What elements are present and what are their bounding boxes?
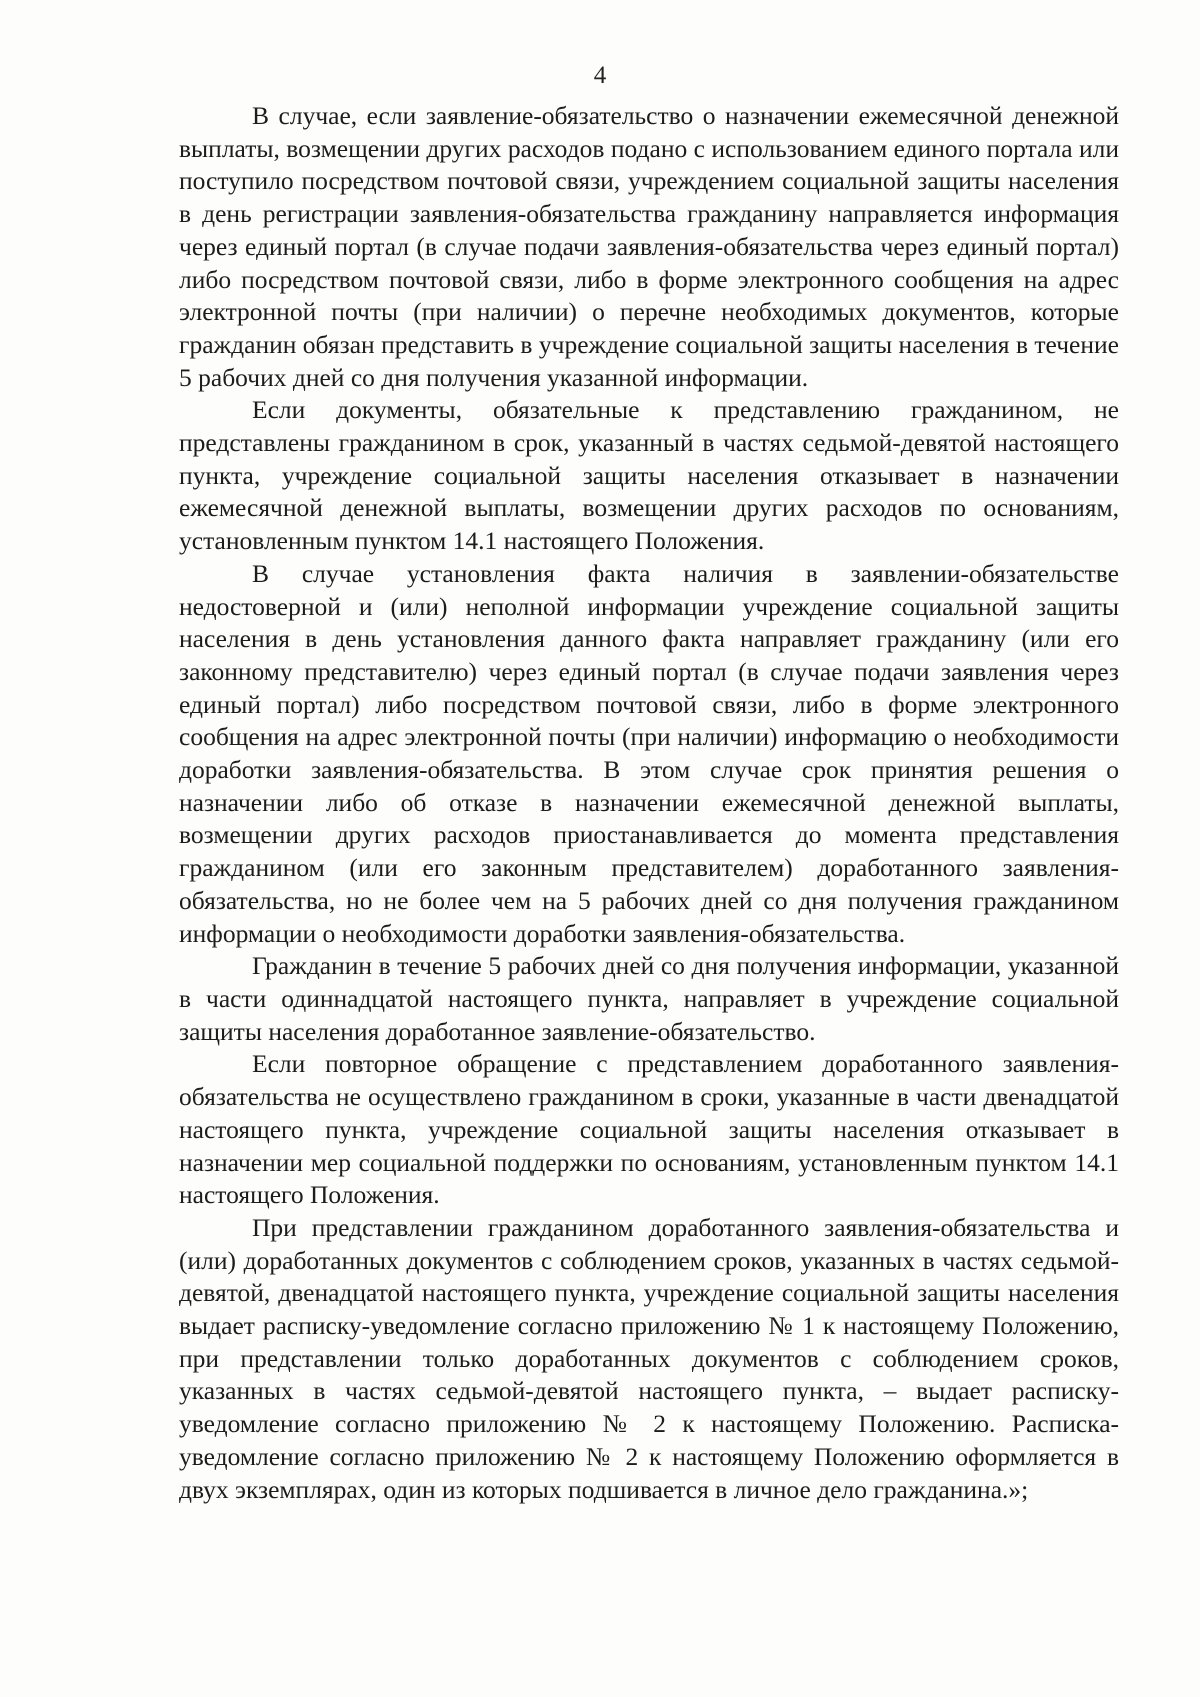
paragraph-5: Если повторное обращение с представлением доработанного заявления-обязательства не осуществлено гражданином в сроки, указанные в части двенадцатой настоящего пункта, учреждение социальной защиты населения отказывает в назначении мер социальной поддержки по основаниям, установленным пунктом 14.1 настоящего Положения. [179, 1049, 1119, 1210]
paragraph-1: В случае, если заявление-обязательство о назначении ежемесячной денежной выплаты, возмещении других расходов подано с использованием единого портала или поступило посредством почтовой связи, учреждением социальной защиты населения в день регистрации заявления-обязательства гражданину направляется информация через единый портал (в случае подачи заявления-обязательства через единый портал) либо посредством почтовой связи, либо в форме электронного сообщения на адрес электронной почты (при наличии) о перечне необходимых документов, которые гражданин обязан представить в учреждение социальной защиты населения в течение 5 рабочих дней со дня получения указанной информации. [179, 101, 1119, 392]
paragraph-3: В случае установления факта наличия в заявлении-обязательстве недостоверной и (или) неполной информации учреждение социальной защиты населения в день установления данного факта направляет гражданину (или его законному представителю) через единый портал (в случае подачи заявления через единый портал) либо посредством почтовой связи, либо в форме электронного сообщения на адрес электронной почты (при наличии) информацию о необходимости доработки заявления-обязательства. В этом случае срок принятия решения о назначении либо об отказе в назначении ежемесячной денежной выплаты, возмещении других расходов приостанавливается до момента представления гражданином (или его законным представителем) доработанного заявления-обязательства, но не более чем на 5 рабочих дней со дня получения гражданином информации о необходимости доработки заявления-обязательства. [179, 558, 1119, 948]
document-body [179, 100, 1119, 1506]
paragraph-6: При представлении гражданином доработанного заявления-обязательства и (или) доработанных документов с соблюдением сроков, указанных в частях седьмой-девятой, двенадцатой настоящего пункта, учреждение социальной защиты населения выдает расписку-уведомление согласно приложению № 1 к настоящему Положению, при представлении только доработанных документов с соблюдением сроков, указанных в частях седьмой-девятой настоящего пункта, – выдает расписку-уведомление согласно приложению № 2 к настоящему Положению. Расписка-уведомление согласно приложению № 2 к настоящему Положению оформляется в двух экземплярах, один из которых подшивается в личное дело гражданина.»; [179, 1212, 1119, 1504]
paragraph-2: Если документы, обязательные к представлению гражданином, не представлены гражданином в срок, указанный в частях седьмой-девятой настоящего пункта, учреждение социальной защиты населения отказывает в назначении ежемесячной денежной выплаты, возмещении других расходов по основаниям, установленным пунктом 14.1 настоящего Положения. [179, 395, 1119, 556]
page-number: 4 [593, 62, 607, 89]
paragraph-4: Гражданин в течение 5 рабочих дней со дня получения информации, указанной в части одиннадцатой настоящего пункта, направляет в учреждение социальной защиты населения доработанное заявление-обязательство. [179, 951, 1119, 1046]
